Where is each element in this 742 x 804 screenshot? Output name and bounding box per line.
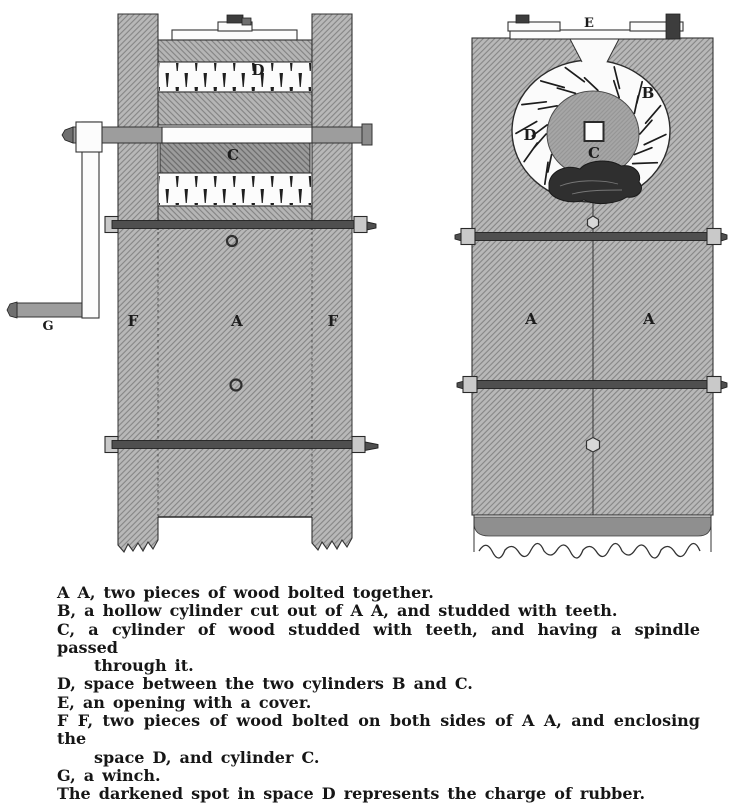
crank-arm-hub xyxy=(76,122,102,152)
spindle-right xyxy=(312,127,364,143)
front-bolt-lower-nut-left xyxy=(463,377,477,393)
label-e-opening: E xyxy=(584,16,594,31)
front-bolt-upper-nut-left xyxy=(461,229,475,245)
post-right xyxy=(312,14,352,230)
label-a-right: A xyxy=(643,310,655,328)
post-right-leg xyxy=(312,517,352,550)
hex-nut-lower xyxy=(587,438,600,453)
legend-line-g: G, a winch. xyxy=(57,765,161,785)
spindle-end-cap xyxy=(362,124,372,145)
legend-line-note: The darkened spot in space D represents the charge of rubber. xyxy=(57,784,646,804)
base-strip xyxy=(474,517,711,536)
teeth-upper-band xyxy=(159,63,311,91)
cover-knob-nub xyxy=(242,18,251,25)
crank-handle-bar xyxy=(17,303,88,317)
label-c-front: C xyxy=(588,144,600,162)
front-cover-knob-left xyxy=(516,15,529,23)
legend-line-b: B, a hollow cylinder cut out of A A, and studded with teeth. xyxy=(57,601,618,621)
spindle-socket xyxy=(585,122,604,141)
label-f-right: F xyxy=(327,312,339,330)
front-bolt-upper-nut-right xyxy=(707,229,721,245)
bolt-upper-bar xyxy=(112,221,364,229)
cover-knob xyxy=(227,15,243,23)
legend-line-c: C, a cylinder of wood studded with teeth, and having a spindle passed xyxy=(57,619,700,657)
post-left xyxy=(118,14,158,230)
hex-nut-upper xyxy=(588,216,599,229)
front-bolt-lower-nut-right xyxy=(707,377,721,393)
label-c-side: C xyxy=(227,146,239,164)
label-g-winch: G xyxy=(42,319,54,334)
bolt-lower-tip xyxy=(365,442,378,451)
legend-line-f: F F, two pieces of wood bolted on both sides of A A, and enclosing the xyxy=(57,711,700,749)
bolt-lower-bar xyxy=(112,441,362,449)
label-d-front: D xyxy=(523,126,537,144)
label-a-left: A xyxy=(525,310,537,328)
post-left-leg xyxy=(118,517,158,552)
front-bolt-lower-tip-right xyxy=(721,381,727,389)
teeth-lower-band xyxy=(159,176,311,205)
front-bolt-upper-tip-right xyxy=(721,233,727,241)
torn-edge-front xyxy=(479,543,700,558)
label-f-left: F xyxy=(127,312,139,330)
bolt-upper-tip xyxy=(367,222,376,230)
front-cover-knob-right xyxy=(666,14,680,39)
spindle-tip xyxy=(62,127,73,143)
spindle-middle xyxy=(162,127,312,143)
front-bolt-lower-bar xyxy=(477,381,709,389)
top-beam xyxy=(158,40,312,62)
bolt-lower-nut-right xyxy=(352,437,365,453)
side-view xyxy=(7,14,378,552)
front-view xyxy=(455,14,727,558)
label-a-side: A xyxy=(231,312,243,330)
mid-block xyxy=(158,92,312,125)
legend-line-f2: space D, and cylinder C. xyxy=(94,747,320,767)
legend-line-e: E, an opening with a cover. xyxy=(57,692,312,712)
crank-handle-tip xyxy=(7,302,17,318)
legend-line-d: D, space between the two cylinders B and C. xyxy=(57,674,473,694)
label-b-cylinder: B xyxy=(641,84,655,102)
bolt-upper-nut-right xyxy=(354,217,367,233)
front-bolt-upper-bar xyxy=(475,233,709,241)
label-d-side: D xyxy=(251,61,265,79)
frame-body xyxy=(118,230,352,517)
legend-line-c2: through it. xyxy=(94,656,194,676)
figure-legend xyxy=(57,584,700,804)
legend-line-a: A A, two pieces of wood bolted together. xyxy=(57,583,434,602)
